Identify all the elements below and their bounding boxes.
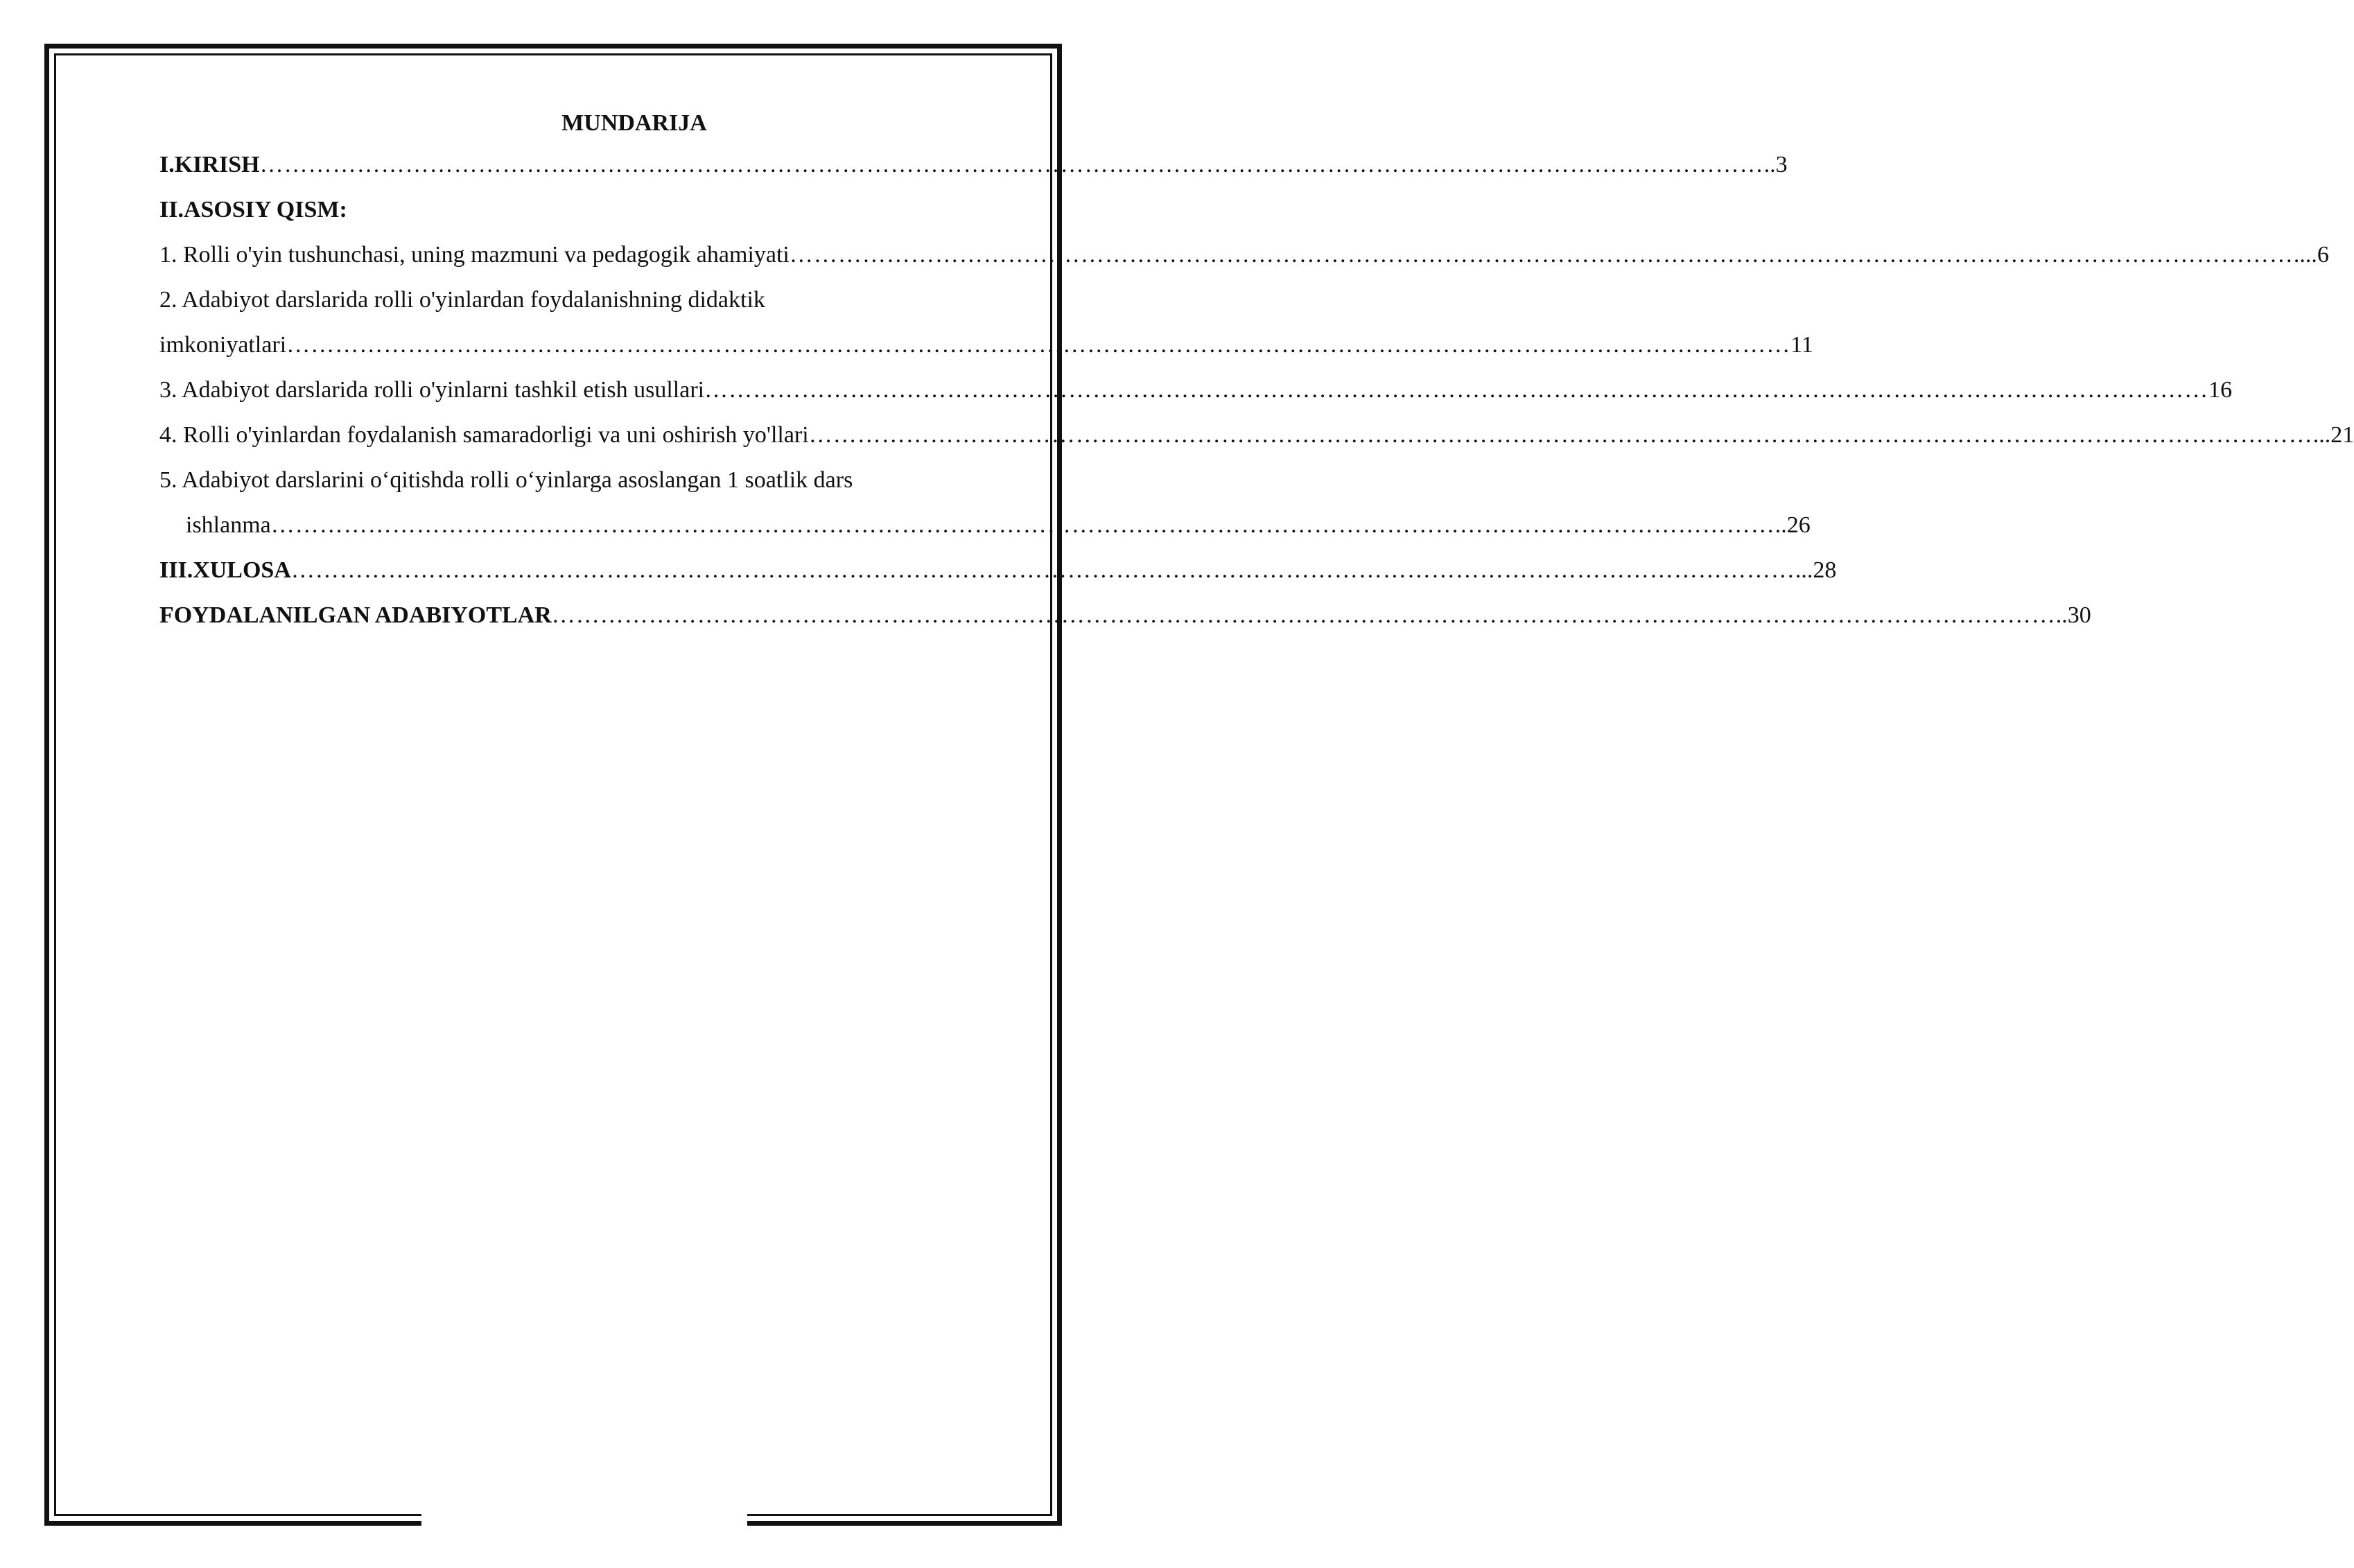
toc-leader: …………………………………………………………………………………………………………………………………………………………………… xyxy=(808,422,2313,448)
toc-leader: …………………………………………………………………………………………………………………………………………………………………… xyxy=(259,152,1764,177)
toc-entry-2-line2[interactable] xyxy=(159,322,1813,367)
toc-page-number: ..30 xyxy=(2055,602,2091,628)
toc-page-number: ..26 xyxy=(1775,512,1811,538)
border-gap xyxy=(421,1504,747,1532)
toc-entry-4[interactable] xyxy=(159,412,2354,458)
toc-page-number: ...28 xyxy=(1795,557,1837,583)
toc-title: MUNDARIJA xyxy=(561,110,707,136)
table-of-contents xyxy=(159,104,2354,638)
toc-leader: …………………………………………………………………………………………………………………………………………………………………… xyxy=(551,602,2056,628)
toc-entry-label: 1. Rolli o'yin tushunchasi, uning mazmuni va pedagogik ahamiyati xyxy=(159,242,790,268)
toc-page-number: ..3 xyxy=(1763,152,1788,177)
toc-entry-kirish[interactable] xyxy=(159,142,1788,187)
toc-entry-1[interactable] xyxy=(159,232,2329,277)
toc-entry-label: ishlanma xyxy=(186,512,271,538)
toc-leader: …………………………………………………………………………………………………………………………………………………………………… xyxy=(789,242,2294,268)
toc-entry-adabiyotlar[interactable] xyxy=(159,593,2091,638)
toc-entry-label: imkoniyatlari xyxy=(159,332,287,358)
toc-leader: …………………………………………………………………………………………………………………………………………………………………… xyxy=(290,557,1795,583)
toc-entry-label: I.KIRISH xyxy=(159,152,260,177)
toc-page-number: 16 xyxy=(2208,377,2233,403)
toc-entry-5-line2[interactable] xyxy=(159,503,1811,548)
toc-entry-label: 5. Adabiyot darslarini o‘qitishda rolli o‘yinlarga asoslangan 1 soatlik dars xyxy=(159,467,853,493)
toc-section-heading xyxy=(159,187,1033,232)
toc-entry-3[interactable] xyxy=(159,367,2233,412)
toc-leader: …………………………………………………………………………………………………………………………………………………………………… xyxy=(286,332,1791,358)
toc-entry-label: 2. Adabiyot darslarida rolli o'yinlardan foydalanishning didaktik xyxy=(159,287,765,313)
toc-entry-xulosa[interactable] xyxy=(159,548,1837,593)
toc-entry-label: II.ASOSIY QISM: xyxy=(159,197,347,223)
toc-page-number: 11 xyxy=(1790,332,1813,358)
toc-entry-5-line1[interactable] xyxy=(159,458,1033,503)
toc-page-number: ....6 xyxy=(2293,242,2329,268)
toc-entry-label: III.XULOSA xyxy=(159,557,291,583)
toc-page-number: ...21 xyxy=(2312,422,2354,448)
toc-leader: …………………………………………………………………………………………………………………………………………………………………… xyxy=(270,512,1775,538)
toc-entry-label: 3. Adabiyot darslarida rolli o'yinlarni tashkil etish usullari xyxy=(159,377,705,403)
toc-leader: …………………………………………………………………………………………………………………………………………………………………… xyxy=(704,377,2209,403)
toc-entry-label: FOYDALANILGAN ADABIYOTLAR xyxy=(159,602,552,628)
toc-entry-label: 4. Rolli o'yinlardan foydalanish samaradorligi va uni oshirish yo'llari xyxy=(159,422,809,448)
toc-entry-2-line1[interactable] xyxy=(159,277,1033,322)
